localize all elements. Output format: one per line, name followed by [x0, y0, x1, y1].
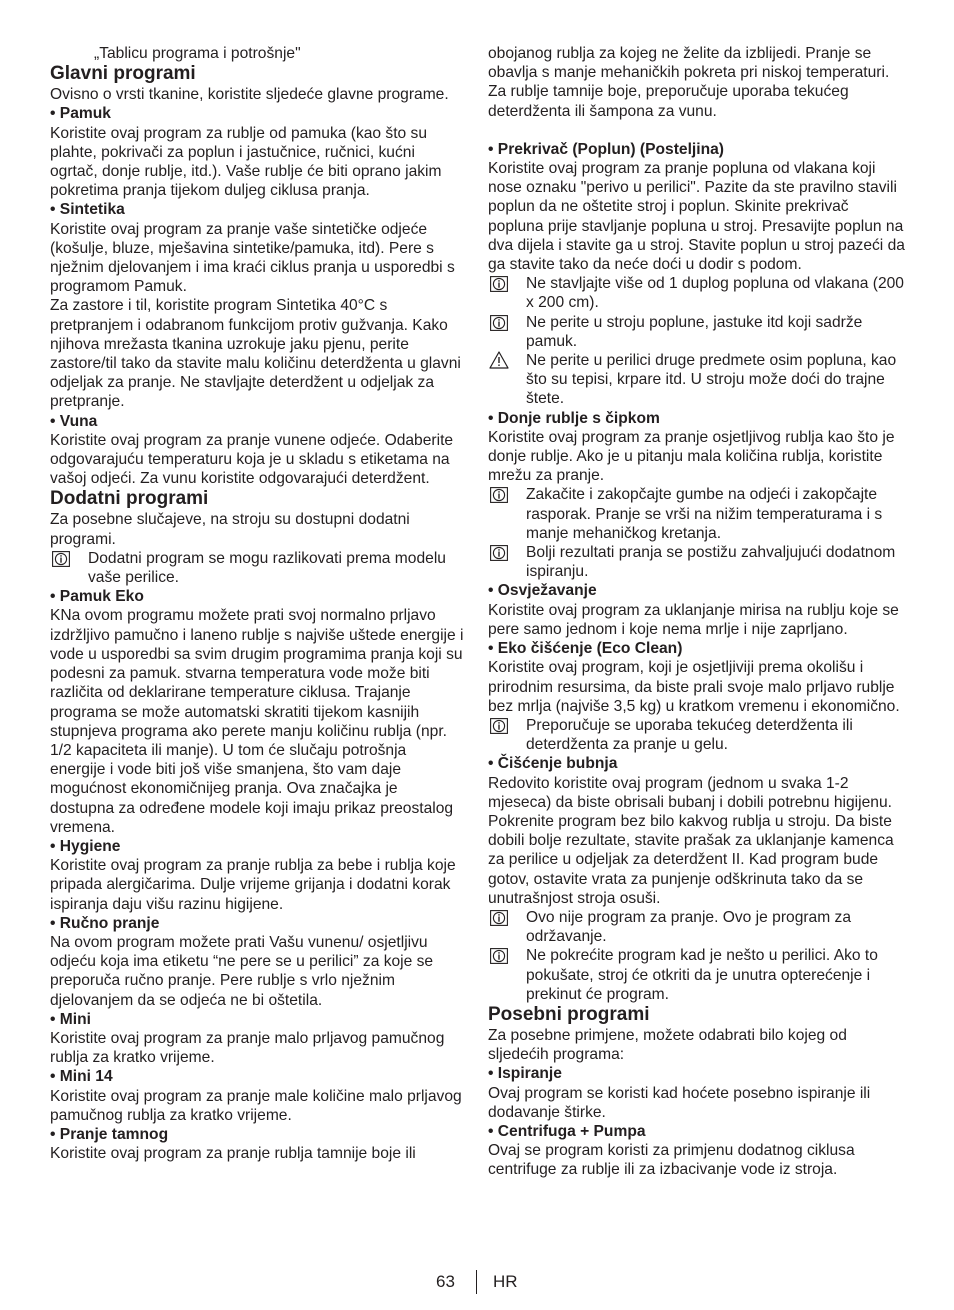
page-number: 63	[436, 1272, 455, 1291]
program-title-pamuk: • Pamuk	[50, 105, 111, 123]
spacer	[488, 121, 908, 140]
page-footer	[0, 1270, 954, 1296]
program-title-eko-ciscenje: • Eko čišćenje (Eco Clean)	[488, 640, 683, 658]
program-text-sintetika-2: Za zastore i til, koristite program Sintetika 40°C s pretpranjem i odabranom funkcijom protiv gužvanja. Kako njihova mrežasta tkanina uzrokuje jaku pjenu, perite zastore/til tako da stavite malu količinu deterdženta u glavni odjeljak za pranje. Ne stavljajte deterdžent u odjeljak za pretpranje.	[50, 297, 461, 411]
dodatni-intro: Za posebne slučajeve, na stroju su dostupni dodatni programi.	[50, 511, 410, 548]
program-text-eko-ciscenje: Koristite ovaj program, koji je osjetljiviji prema okolišu i prirodnim resursima, da biste prali svoje malo prljavo rublje bez mrlja (najviše 3,5 kg) u kratkom vremenu i ekonomično.	[488, 659, 900, 715]
note-prekrivac-2	[488, 313, 908, 351]
heading-posebni-programi: Posebni programi	[488, 1003, 650, 1025]
warning-text: Ne perite u perilici druge predmete osim popluna, kao što su tepisi, krpare itd. U stroju može doći do trajne štete.	[526, 352, 897, 408]
heading-glavni-programi: Glavni programi	[50, 63, 196, 85]
note-text: Bolji rezultati pranja se postižu zahvaljujući dodatnom ispiranju.	[526, 544, 896, 581]
program-text-mini-14: Koristite ovaj program za pranje male količine malo prljavog pamučnog rublja za kratko vrijeme.	[50, 1087, 462, 1124]
program-title-donje-rublje: • Donje rublje s čipkom	[488, 409, 660, 427]
info-icon	[490, 545, 508, 561]
program-text-mini: Koristite ovaj program za pranje malo prljavog pamučnog rublja za kratko vrijeme.	[50, 1029, 445, 1067]
note-prekrivac-1	[488, 274, 908, 312]
note-text: Zakačite i zakopčajte gumbe na odjeći i zakopčajte rasporak. Pranje se vrši na nižim temperaturama i s manje mehaničkog kretanja.	[526, 486, 883, 542]
program-text-ispiranje: Ovaj program se koristi kad hoćete posebno ispiranje ili dodavanje štirke.	[488, 1084, 871, 1121]
program-text-pranje-tamnog: Koristite ovaj program za pranje rublja tamnije boje ili	[50, 1145, 416, 1163]
program-title-mini: • Mini	[50, 1010, 91, 1028]
program-text-prekrivac: Koristite ovaj program za pranje popluna od vlakana koji nose oznaku "perivo u perilici". Pazite da ste pravilno stavili poplun da ne oštetite stroj i poplun. Skinite prekrivač popluna prije stavljanje popluna u stroj. Presavijte poplun na dva dijela i stavite ga u stroj. Stavite poplun u stroj pazeći da ga stavite tako da neće doći u dodir s podom.	[488, 160, 905, 274]
note-bubanj-1	[488, 908, 908, 946]
note-dodatni	[50, 549, 466, 587]
info-icon	[490, 948, 508, 964]
info-icon	[490, 487, 508, 503]
program-title-hygiene: • Hygiene	[50, 837, 121, 855]
note-text: Preporučuje se uporaba tekućeg deterdženta ili deterdženta za pranje u gelu.	[526, 716, 853, 754]
right-column	[488, 44, 908, 1180]
language-code: HR	[493, 1272, 518, 1291]
footer-divider	[476, 1270, 477, 1294]
program-text-pamuk: Koristite ovaj program za rublje od pamuka (kao što su plahte, pokrivači za poplun i jastučnice, ručnici, kućni ogrtač, donje rublje, itd.). Vaše rublje će biti oprano jakim pokretima pranja tijekom duljeg ciklusa pranja.	[50, 124, 442, 200]
program-title-rucno-pranje: • Ručno pranje	[50, 914, 160, 932]
program-text-pranje-tamnog-cont: obojanog rublja za kojeg ne želite da izblijedi. Pranje se obavlja s manje mehaničkih pokreta pri niskoj temperaturi. Za rublje tamnije boje, preporučuje uporaba tekućeg deterdženta ili šampona za vunu.	[488, 45, 890, 120]
note-text: Ne stavljajte više od 1 duplog popluna od vlakana (200 x 200 cm).	[526, 275, 904, 312]
info-icon	[490, 910, 508, 926]
program-text-centrifuga: Ovaj se program koristi za primjenu dodatnog ciklusa centrifuge za rublje ili za izbacivanje vode iz stroja.	[488, 1142, 855, 1179]
program-text-osvjezavanje: Koristite ovaj program za uklanjanje mirisa na rublju koje se pere samo jednom i koje nema mrlje i nije zaprljano.	[488, 601, 899, 638]
posebni-intro: Za posebne primjene, možete odabrati bilo kojeg od sljedećih programa:	[488, 1026, 847, 1064]
program-title-mini-14: • Mini 14	[50, 1068, 113, 1086]
note-bubanj-2	[488, 946, 908, 1004]
reference-line: „Tablicu programa i potrošnje"	[94, 45, 301, 62]
program-text-vuna: Koristite ovaj program za pranje vunene odjeće. Odaberite odgovarajuću temperaturu koja je u skladu s etiketama na vašoj odjeći. Za vunu koristite odgovarajući deterdžent.	[50, 431, 454, 488]
note-text: Ovo nije program za pranje. Ovo je program za održavanje.	[526, 908, 852, 946]
info-icon	[490, 315, 508, 331]
info-icon	[490, 276, 508, 292]
program-text-hygiene: Koristite ovaj program za pranje rublja za bebe i rublja koje pripada alergičarima. Dulje vrijeme grijanja i dodatni korak ispiranja daju višu razinu higijene.	[50, 857, 456, 913]
warning-prekrivac	[488, 351, 908, 409]
heading-dodatni-programi: Dodatni programi	[50, 488, 209, 510]
program-text-donje-rublje: Koristite ovaj program za pranje osjetljivog rublja kao što je donje rublje. Ako je u pitanju mala količina rublja, koristite mrežu za pranje.	[488, 428, 895, 485]
program-title-sintetika: • Sintetika	[50, 201, 125, 219]
left-column	[50, 44, 466, 1163]
program-title-osvjezavanje: • Osvježavanje	[488, 582, 597, 600]
program-title-vuna: • Vuna	[50, 412, 98, 430]
program-text-sintetika: Koristite ovaj program za pranje vaše sintetičke odjeće (košulje, bluze, mješavina sintetike/pamuka, itd). Pere s nježnim djelovanjem i ima kraći ciklus pranja u usporedbi s programom Pamuk.	[50, 220, 455, 296]
program-text-pamuk-eko: KNa ovom programu možete prati svoj normalno prljavo izdržljivo pamučno i laneno rublje s najviše uštede energije i vode u usporedbi sa svim drugim programima pranja koji su podesni za pamuk. stvarna temperatura vode može biti različita od deklarirane temperature ciklusa. Trajanje programa se može automatski skratiti tijekom kasnijih stupnjeva programa ako perete manju količinu rublja (npr. 1/2 kapaciteta ili manje). U tom će slučaju potrošnja energije i vode biti još više smanjena, što vam daje mogućnost ekonomičnijeg pranja. Ova značajka je dostupna za određene modele koji imaju prikaz preostalog vremena.	[50, 607, 464, 836]
program-title-ciscenje-bubnja: • Čišćenje bubnja	[488, 755, 618, 773]
glavni-intro: Ovisno o vrsti tkanine, koristite sljedeće glavne programe.	[50, 86, 449, 104]
info-icon	[52, 551, 70, 567]
program-text-rucno-pranje: Na ovom program možete prati Vašu vunenu/ osjetljivu odjeću koja ima etiketu “ne pere se u perilici” za koje se preporuča ručno pranje. Pere rublje s vrlo nježnim djelovanjem da se odjeća ne bi oštetila.	[50, 933, 434, 1009]
note-text: Dodatni program se mogu razlikovati prema modelu vaše perilice.	[88, 549, 446, 587]
program-text-ciscenje-bubnja: Redovito koristite ovaj program (jednom u svaka 1-2 mjeseca) da biste obrisali bubanj i dobili potrebnu higijenu. Pokrenite program bez bilo kakvog rublja u stroju. Da biste dobili bolje rezultate, stavite prašak za uklanjanje kamenca za perilice u odjeljak za deterdžent II. Kad program bude gotov, ostavite vrata za punjenje odškrinuta tako da se unutrašnjost stroja osuši.	[488, 774, 894, 907]
note-donje-2	[488, 543, 908, 581]
program-title-prekrivac: • Prekrivač (Poplun) (Posteljina)	[488, 140, 724, 158]
program-title-pranje-tamnog: • Pranje tamnog	[50, 1125, 169, 1143]
note-eko	[488, 716, 908, 754]
info-icon	[490, 718, 508, 734]
program-title-centrifuga: • Centrifuga + Pumpa	[488, 1122, 646, 1140]
note-donje-1	[488, 485, 908, 543]
note-text: Ne pokrećite program kad je nešto u perilici. Ako to pokušate, stroj će otkriti da je unutra opterećenje i prekinut će program.	[526, 947, 878, 1003]
program-title-pamuk-eko: • Pamuk Eko	[50, 588, 144, 606]
program-title-ispiranje: • Ispiranje	[488, 1065, 562, 1083]
note-text: Ne perite u stroju poplune, jastuke itd koji sadrže pamuk.	[526, 313, 863, 350]
warning-icon	[489, 351, 509, 369]
